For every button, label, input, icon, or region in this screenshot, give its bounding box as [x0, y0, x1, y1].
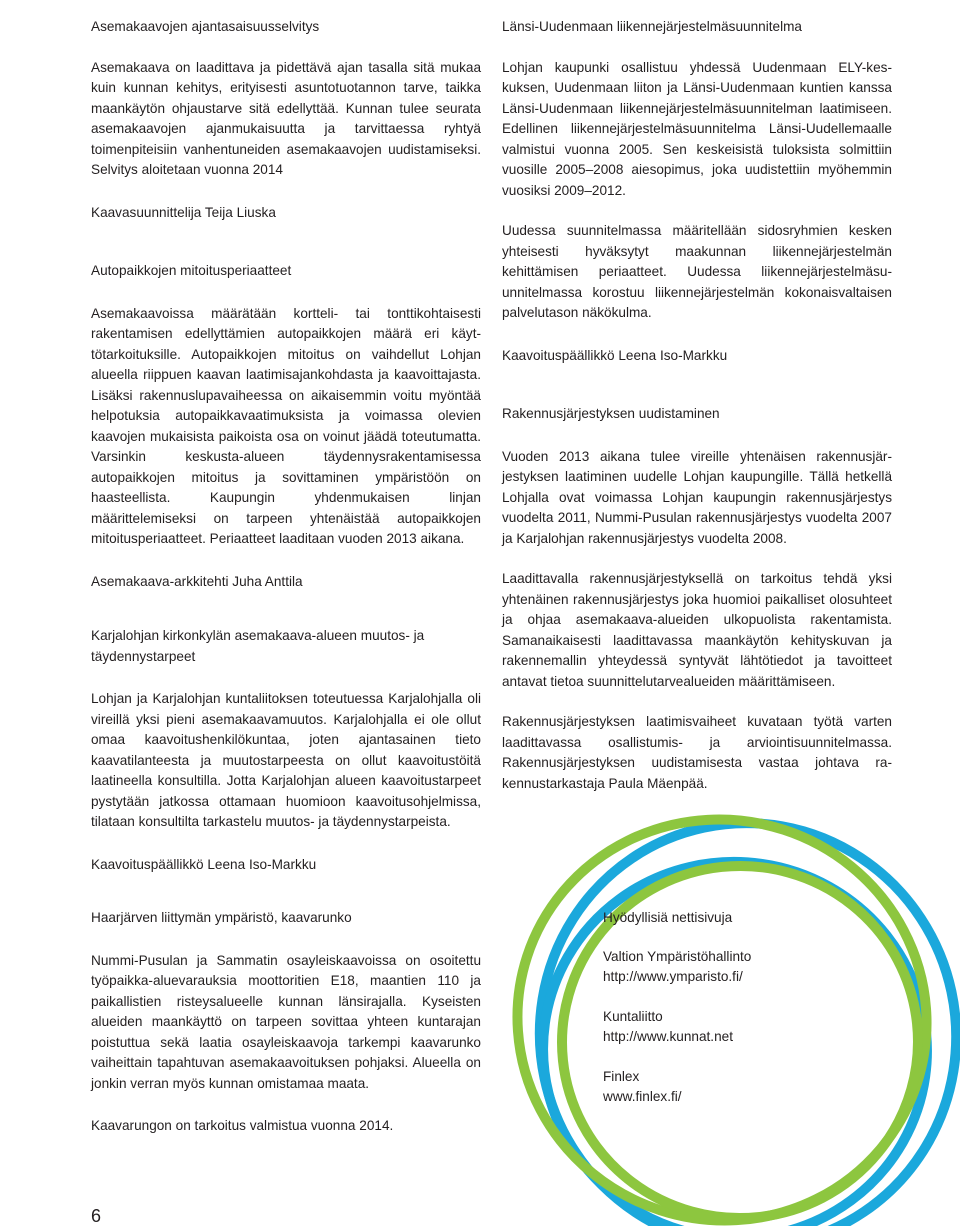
haarjarvi-section	[91, 908, 481, 1137]
section-heading-haarjarvi: Haarjärven liittymän ympäristö, kaavarunko	[91, 910, 352, 925]
link-url[interactable]: www.finlex.fi/	[603, 1089, 682, 1104]
page-number: 6	[91, 1206, 102, 1226]
section-body-rakennusjarjestys-2: Laadittavalla rakennusjärjestyksellä on tarkoitus tehdä yksi yhtenäinen rakennusjärjestys joka huomioi paikalliset olosuhteet ja ohjaa asemakaava-alueiden ulkopuolista rakentamista. Samanaikaisesti laadittavassa maankäytön kehityskuvan ja rakennemallin yhteydessä syntyvät lähtötiedot ja tavoitteet antavat tietoa suunnittelutarvealueiden määrittämiseen.	[502, 571, 892, 689]
link-url[interactable]: http://www.kunnat.net	[603, 1029, 733, 1044]
section-heading-rakennusjarjestys: Rakennusjärjestyksen uudistaminen	[502, 406, 720, 421]
useful-links-box	[603, 908, 843, 1108]
link-item-finlex	[603, 1067, 843, 1108]
signature-leena-iso-markku-left: Kaavoituspäällikkö Leena Iso-Markku	[91, 856, 317, 872]
link-item-ymparisto	[603, 947, 843, 988]
section-body-rakennusjarjestys-3: Rakennusjärjestyksen laatimisvaiheet kuvataan työtä varten laadittavassa osallistumis- ja arviointisuunnitelmassa. Rakennusjärjestyksen uudistamisesta vastaa johtava rakennustarkastaja Paula Mäenpää.	[502, 714, 892, 791]
section-body-asemakaavojen: Asemakaava on laadittava ja pidettävä ajan tasalla sitä mukaa kuin kunnan kehitys, erityisesti asuntotuotannon tarve, taikka maankäytön ohjaustarve sitä edellyttää. Kunnan tulee seurata asemakaavojen ajanmukaisuutta ja tarvittaessa ryhtyä toimenpiteisiin vanhentuneiden asemakaavojen uudistamiseksi. Selvitys aloitetaan vuonna 2014	[91, 59, 481, 177]
useful-links-title: Hyödyllisiä nettisivuja	[603, 910, 733, 925]
link-name: Valtion Ympäristöhallinto	[603, 948, 752, 964]
link-item-kuntaliitto	[603, 1007, 843, 1048]
signature-juha-anttila: Asemakaava-arkkitehti Juha Anttila	[91, 573, 303, 589]
link-url[interactable]: http://www.ymparisto.fi/	[603, 969, 743, 984]
section-heading-liikennejarjestelma: Länsi-Uudenmaan liikennejärjestelmäsuunnitelma	[502, 19, 802, 34]
section-body-rakennusjarjestys-1: Vuoden 2013 aikana tulee vireille yhtenäisen rakennusjärjestyksen laatiminen uudelle Lohjan kaupungille. Tällä hetkellä Lohjalla ovat voimassa Lohjan kaupungin rakennusjärjestys vuodelta 2011, Nummi-Pusulan rakennusjärjestys vuodelta 2007 ja Karjalohjan rakennusjärjestys vuodelta 2008.	[502, 448, 892, 546]
section-body-liikennejarjestelma-2: Uudessa suunnitelmassa määritellään sidosryhmien kesken yhteisesti hyväksytyt maakunnan liikennejärjestelmän kehittämisen periaatteet. Uudessa liikennejärjestelmäsuunnitelmassa korostuu liikennejärjestelmän kokonaisvaltaisen palvelutason näkökulma.	[502, 223, 892, 320]
link-name: Finlex	[603, 1068, 640, 1084]
section-heading-autopaikkojen: Autopaikkojen mitoitusperiaatteet	[91, 263, 292, 278]
link-name: Kuntaliitto	[603, 1008, 663, 1024]
section-note-haarjarvi: Kaavarungon on tarkoitus valmistua vuonna 2014.	[91, 1118, 394, 1133]
section-body-liikennejarjestelma-1: Lohjan kaupunki osallistuu yhdessä Uudenmaan ELY-keskuksen, Uudenmaan liiton ja Länsi-Uudenmaan kuntien kanssa Länsi-Uudenmaan liikennejärjestelmäsuunnitelman laatimiseen. Edellinen liikennejärjestelmäsuunnitelma Länsi-Uudellemaalle valmistui vuonna 2005. Sen keskeisistä tuloksista solmittiin vuosille 2005–2008 aiesopimus, joka uudistettiin myöhemmin vuosiksi 2009–2012.	[502, 59, 892, 198]
section-heading-asemakaavojen: Asemakaavojen ajantasaisuusselvitys	[91, 19, 320, 34]
signature-leena-iso-markku-right: Kaavoituspäällikkö Leena Iso-Markku	[502, 347, 728, 363]
section-body-karjalohjan: Lohjan ja Karjalohjan kuntaliitoksen toteutuessa Karjalohjalla oli vireillä yksi pieni asemakaavamuutos. Karjalohjalla ei ole ollut omaa kaavoitushenkilökuntaa, joten ajantasainen tieto kaavatilanteesta ja muutostarpeesta on ollut kaavoitustöitä laatineella konsultilla. Jotta Karjalohjan alueen kaavoitustarpeet pystytään jatkossa ottamaan huomioon kaavoitusohjelmissa, tilataan konsultilta tarkastelu muutos- ja täydennystarpeista.	[91, 691, 481, 829]
signature-teija-liuska: Kaavasuunnittelija Teija Liuska	[91, 204, 276, 220]
left-column	[91, 17, 481, 875]
section-heading-karjalohjan: Karjalohjan kirkonkylän asemakaava-alueen muutos- ja täydennystarpeet	[91, 628, 425, 664]
section-body-haarjarvi: Nummi-Pusulan ja Sammatin osayleiskaavoissa on osoitettu työpaikka-aluevarauksia moottoritien E18, maantien 110 ja paikallistien risteysalueelle kunnan länsirajalla. Kyseisten alueiden maankäyttö on tarpeen sovittaa yhteen kuntarajan poistuttua sekä laatia osayleiskaavoja tarkempi kaavarunko vaiheittain tapahtuvan asemakaavoituksen pohjaksi. Alueella on jonkin verran myös kunnan omistamaa maata.	[91, 952, 481, 1091]
right-column	[502, 17, 892, 794]
section-body-autopaikkojen: Asemakaavoissa määrätään kortteli- tai tonttikohtaisesti rakentamisen edellyttämien autopaikkojen määrä eri käyttötarkoituksille. Autopaikkojen mitoitus on vaihdellut Lohjan alueella riippuen kaavan laatimisajankohdasta ja kaavoittajasta. Lisäksi rakennuslupavaiheessa on aikaisemmin voitu myöntää helpotuksia autopaikkavaatimuksista ja voimassa olevien kaavojen mukaisista paikoista osa on voinut jäädä toteutumatta. Varsinkin keskusta-alueen täydennysrakentamisessa autopaikkojen mitoitus ja sovittaminen ympäristöön on haasteellista. Kaupungin yhdenmukaisen linjan määrittelemiseksi on tarpeen yhtenäistää autopaikkojen mitoitusperiaatteet. Periaatteet laaditaan vuoden 2013 aikana.	[91, 305, 481, 546]
